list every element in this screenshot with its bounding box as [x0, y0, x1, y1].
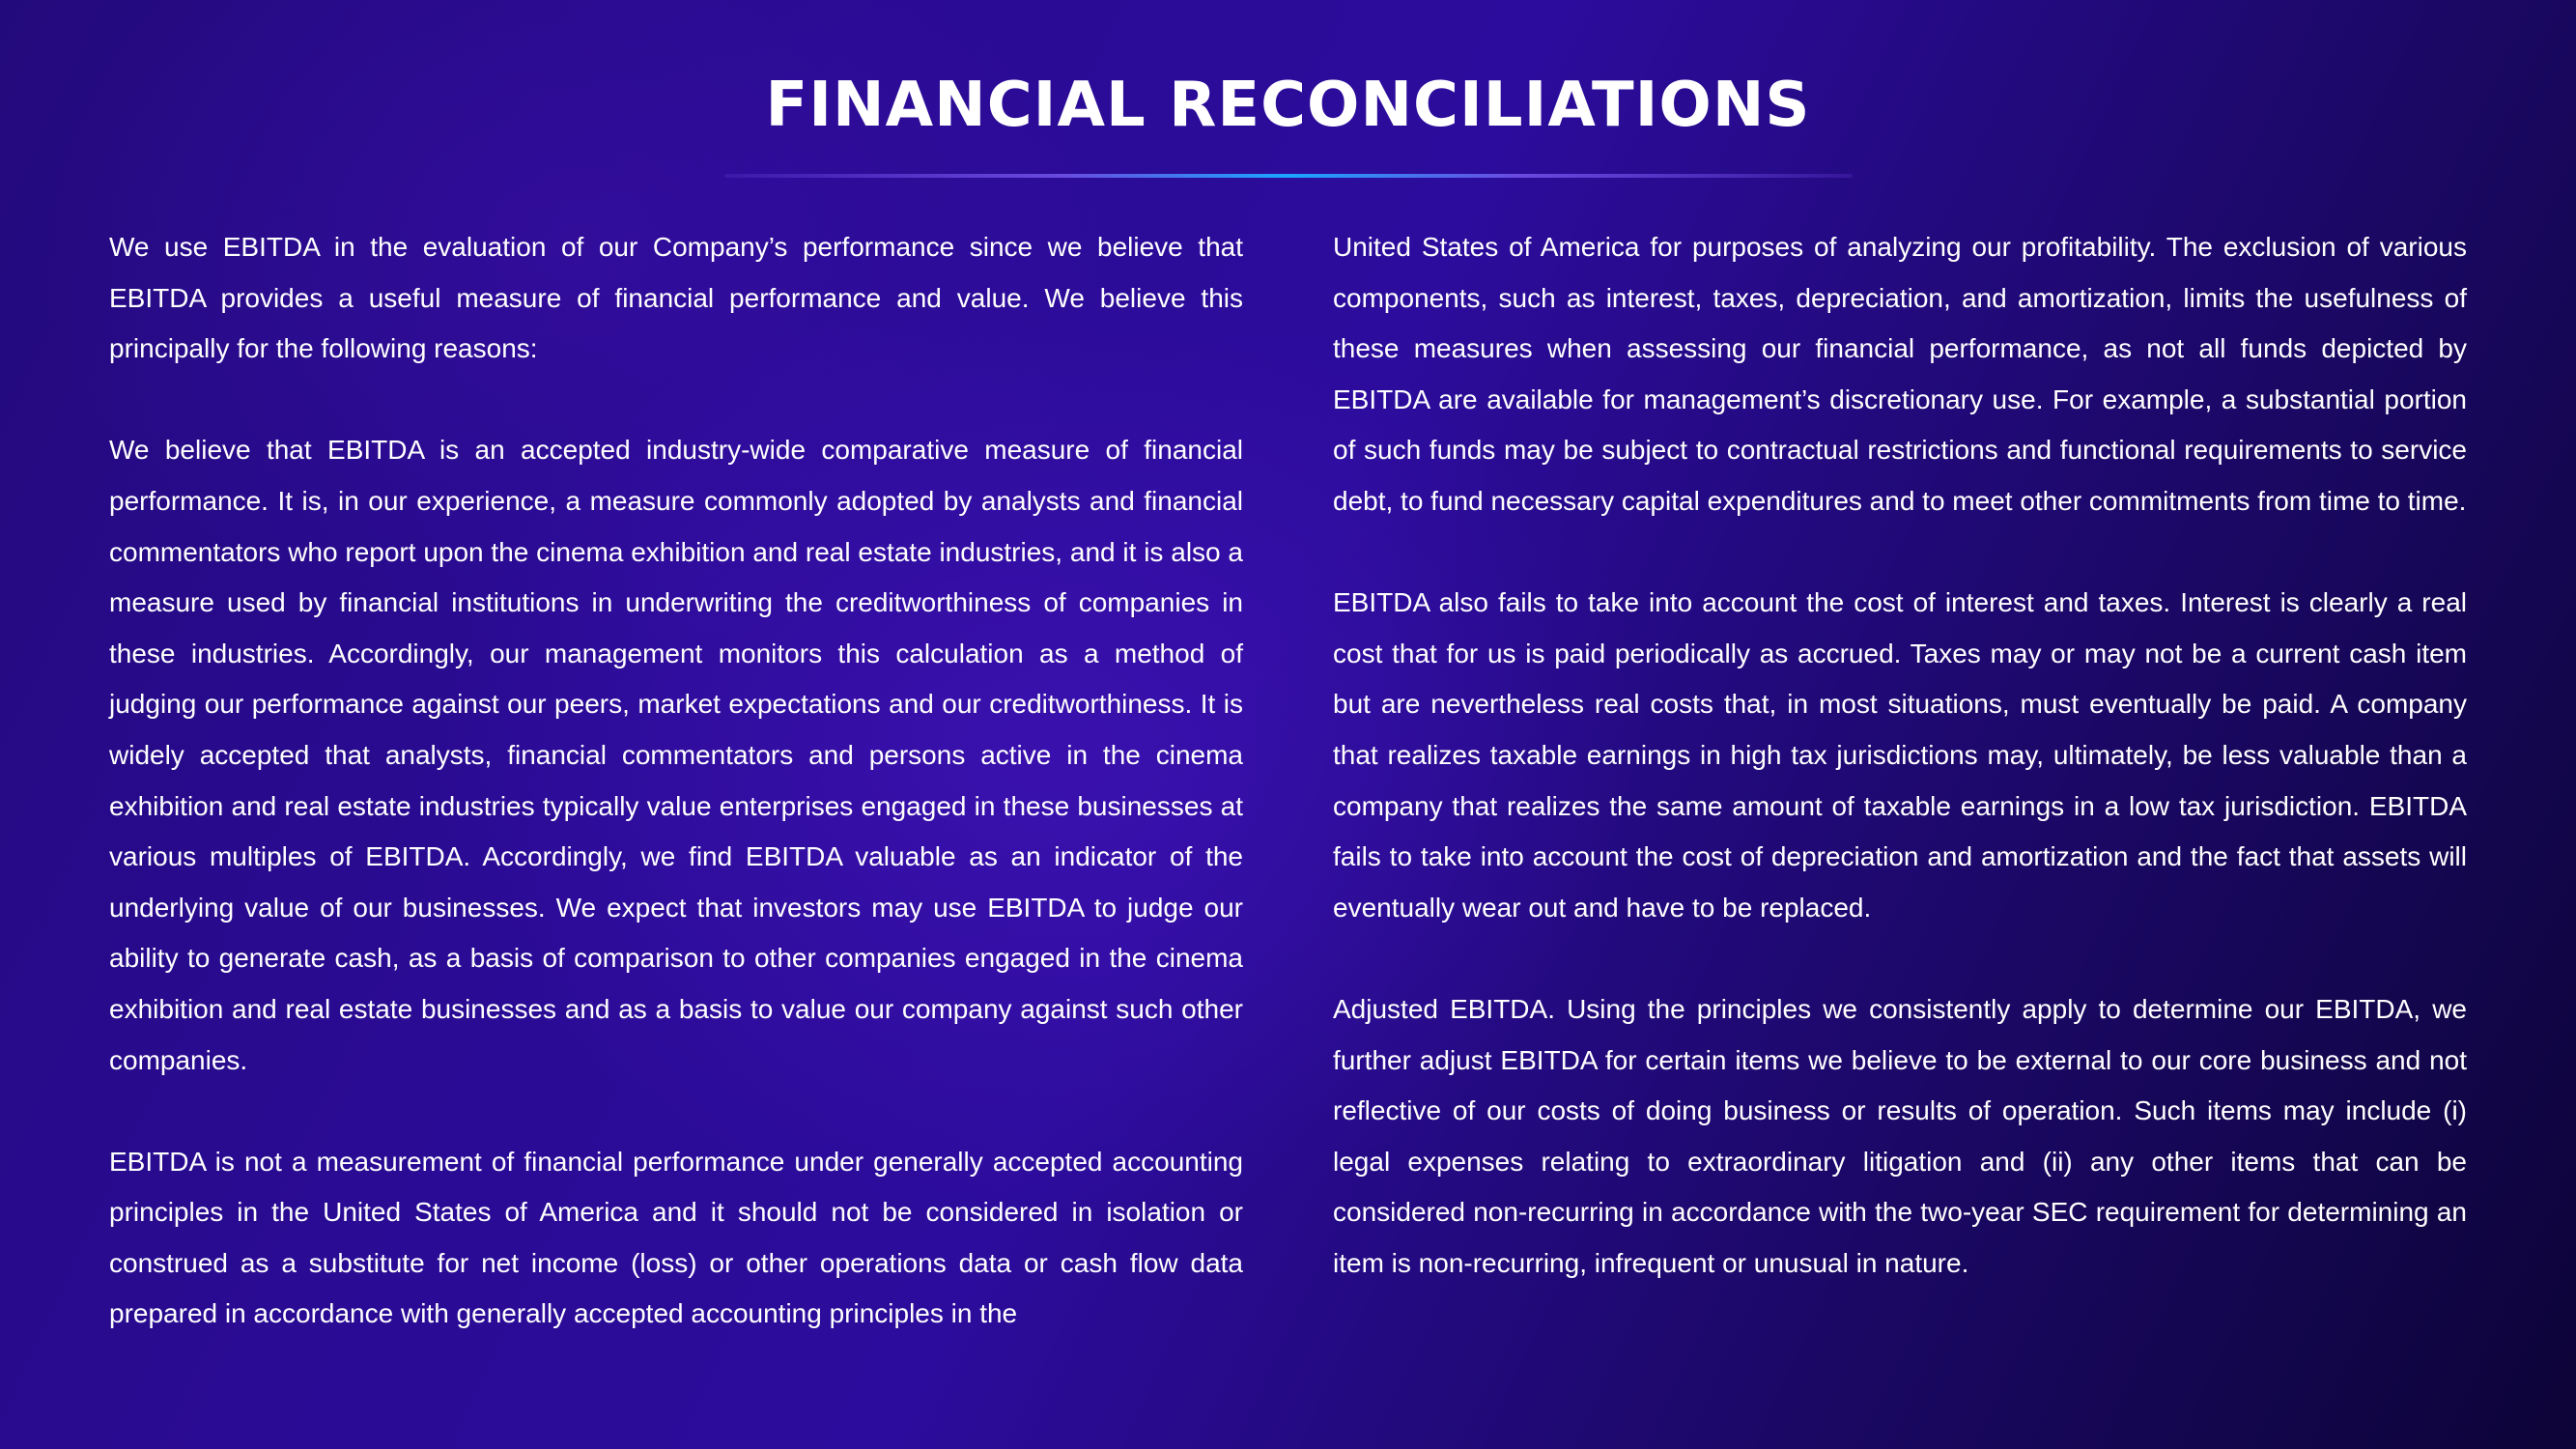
- paragraph-adjusted-ebitda: Adjusted EBITDA. Using the principles we consistently apply to determine our EBITDA, we further adjust EBITDA for certain items we believe to be external to our core business and not reflective of our costs of doing business or results of operation. Such items may include (i) legal expenses relating to extraordinary litigation and (ii) any other items that can be considered non-recurring in accordance with the two-year SEC requirement for determining an item is non-recurring, infrequent or unusual in nature.: [1333, 993, 2467, 1278]
- paragraph-interest-taxes: EBITDA also fails to take into account the cost of interest and taxes. Interest is clearly a real cost that for us is paid periodically as accrued. Taxes may or may not be a current cash item but are nevertheless real costs that, in most situations, must eventually be paid. A company that realizes taxable earnings in high tax jurisdictions may, ultimately, be less valuable than a company that realizes the same amount of taxable earnings in a low tax jurisdiction. EBITDA fails to take into account the cost of depreciation and amortization and the fact that assets will eventually wear out and have to be replaced.: [1333, 587, 2467, 923]
- paragraph-ebitda-usage: We use EBITDA in the evaluation of our Company’s performance since we believe that EBITDA provides a useful measure of financial performance and value. We believe this principally for the following reasons:: [109, 232, 1243, 364]
- paragraph-gaap-disclaimer-continued: United States of America for purposes of analyzing our profitability. The exclusion of various components, such as interest, taxes, depreciation, and amortization, limits the usefulness of these measures when assessing our financial performance, as not all funds depicted by EBITDA are available for management’s discretionary use. For example, a substantial portion of such funds may be subject to contractual restrictions and functional requirements to service debt, to fund necessary capital expenditures and to meet other commitments from time to time.: [1333, 232, 2467, 516]
- title-underline-divider: [724, 174, 1853, 178]
- paragraph-industry-measure: We believe that EBITDA is an accepted industry-wide comparative measure of financial performance. It is, in our experience, a measure commonly adopted by analysts and financial commentators who report upon the cinema exhibition and real estate industries, and it is also a measure used by financial institutions in underwriting the creditworthiness of companies in these industries. Accordingly, our management monitors this calculation as a method of judging our performance against our peers, market expectations and our creditworthiness. It is widely accepted that analysts, financial commentators and persons active in the cinema exhibition and real estate industries typically value enterprises engaged in these businesses at various multiples of EBITDA. Accordingly, we find EBITDA valuable as an indicator of the underlying value of our businesses. We expect that investors may use EBITDA to judge our ability to generate cash, as a basis of comparison to other companies engaged in the cinema exhibition and real estate businesses and as a basis to value our company against such other companies.: [109, 435, 1243, 1075]
- page-title: FINANCIAL RECONCILIATIONS: [765, 70, 1811, 141]
- right-text-column: [1333, 222, 2467, 1340]
- paragraph-gaap-disclaimer: EBITDA is not a measurement of financial performance under generally accepted accounting principles in the United States of America and it should not be considered in isolation or construed as a substitute for net income (loss) or other operations data or cash flow data prepared in accordance with generally accepted accounting principles in the: [109, 1146, 1243, 1329]
- left-text-column: [109, 222, 1243, 1391]
